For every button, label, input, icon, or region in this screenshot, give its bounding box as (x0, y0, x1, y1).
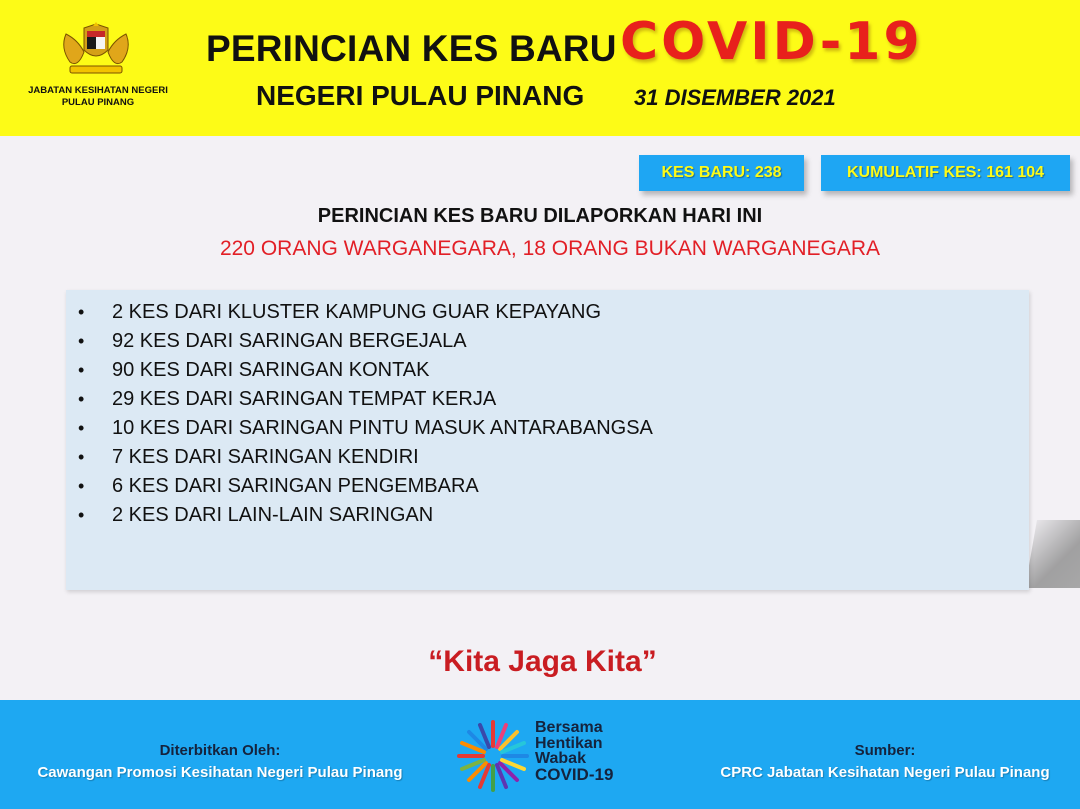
campaign-burst-icon (455, 718, 531, 794)
list-item-text: 2 KES DARI LAIN-LAIN SARINGAN (112, 504, 434, 526)
source-name: CPRC Jabatan Kesihatan Negeri Pulau Pinang (720, 764, 1050, 781)
list-item (78, 356, 653, 385)
list-item (78, 472, 653, 501)
summary-title: PERINCIAN KES BARU DILAPORKAN HARI INI (317, 205, 763, 227)
list-item-text: 7 KES DARI SARINGAN KENDIRI (112, 446, 419, 468)
bullet-icon: • (78, 389, 85, 409)
bullet-icon: • (78, 418, 85, 438)
campaign-line-4: COVID-19 (535, 764, 614, 784)
list-item-text: 6 KES DARI SARINGAN PENGEMBARA (112, 475, 479, 497)
footer (0, 700, 1080, 809)
department-name: JABATAN KESIHATAN NEGERI PULAU PINANG (28, 85, 168, 108)
publisher-name: Cawangan Promosi Kesihatan Negeri Pulau Pinang (37, 764, 403, 781)
coat-of-arms-icon (56, 22, 136, 80)
bullet-icon: • (78, 505, 85, 525)
campaign-line-1: Bersama (535, 719, 603, 736)
campaign-line-3: Wabak (535, 750, 586, 767)
list-item-text: 90 KES DARI SARINGAN KONTAK (112, 359, 430, 381)
list-item-text: 10 KES DARI SARINGAN PINTU MASUK ANTARABANGSA (112, 417, 653, 439)
case-list (78, 298, 653, 530)
list-item-text: 29 KES DARI SARINGAN TEMPAT KERJA (112, 388, 497, 410)
list-item (78, 414, 653, 443)
page-title: PERINCIAN KES BARU (206, 28, 617, 69)
publisher-block (20, 740, 420, 784)
list-item-text: 2 KES DARI KLUSTER KAMPUNG GUAR KEPAYANG (112, 301, 602, 323)
covid-title: COVID-19 (620, 12, 923, 72)
campaign-line-2: Hentikan (535, 734, 603, 752)
report-date: 31 DISEMBER 2021 (634, 85, 836, 110)
state-title: NEGERI PULAU PINANG (256, 80, 585, 111)
source-block (700, 740, 1070, 784)
publisher-label: Diterbitkan Oleh: (159, 742, 281, 759)
campaign-logo-text (535, 720, 613, 782)
list-item (78, 385, 653, 414)
list-item (78, 327, 653, 356)
bullet-icon: • (78, 302, 85, 322)
cumulative-cases-badge: KUMULATIF KES: 161 104 (821, 155, 1070, 191)
bullet-icon: • (78, 447, 85, 467)
citizenship-breakdown: 220 ORANG WARGANEGARA, 18 ORANG BUKAN WARGANEGARA (219, 237, 881, 260)
new-cases-badge: KES BARU: 238 (639, 155, 804, 191)
bullet-icon: • (78, 476, 85, 496)
slogan: “Kita Jaga Kita” (428, 645, 657, 678)
list-item-text: 92 KES DARI SARINGAN BERGEJALA (112, 330, 467, 352)
list-item (78, 298, 653, 327)
case-list-panel (66, 290, 1029, 590)
panel-shadow (1025, 520, 1080, 588)
header-banner (0, 0, 1080, 136)
source-label: Sumber: (854, 742, 916, 759)
bullet-icon: • (78, 360, 85, 380)
bullet-icon: • (78, 331, 85, 351)
list-item (78, 501, 653, 530)
list-item (78, 443, 653, 472)
